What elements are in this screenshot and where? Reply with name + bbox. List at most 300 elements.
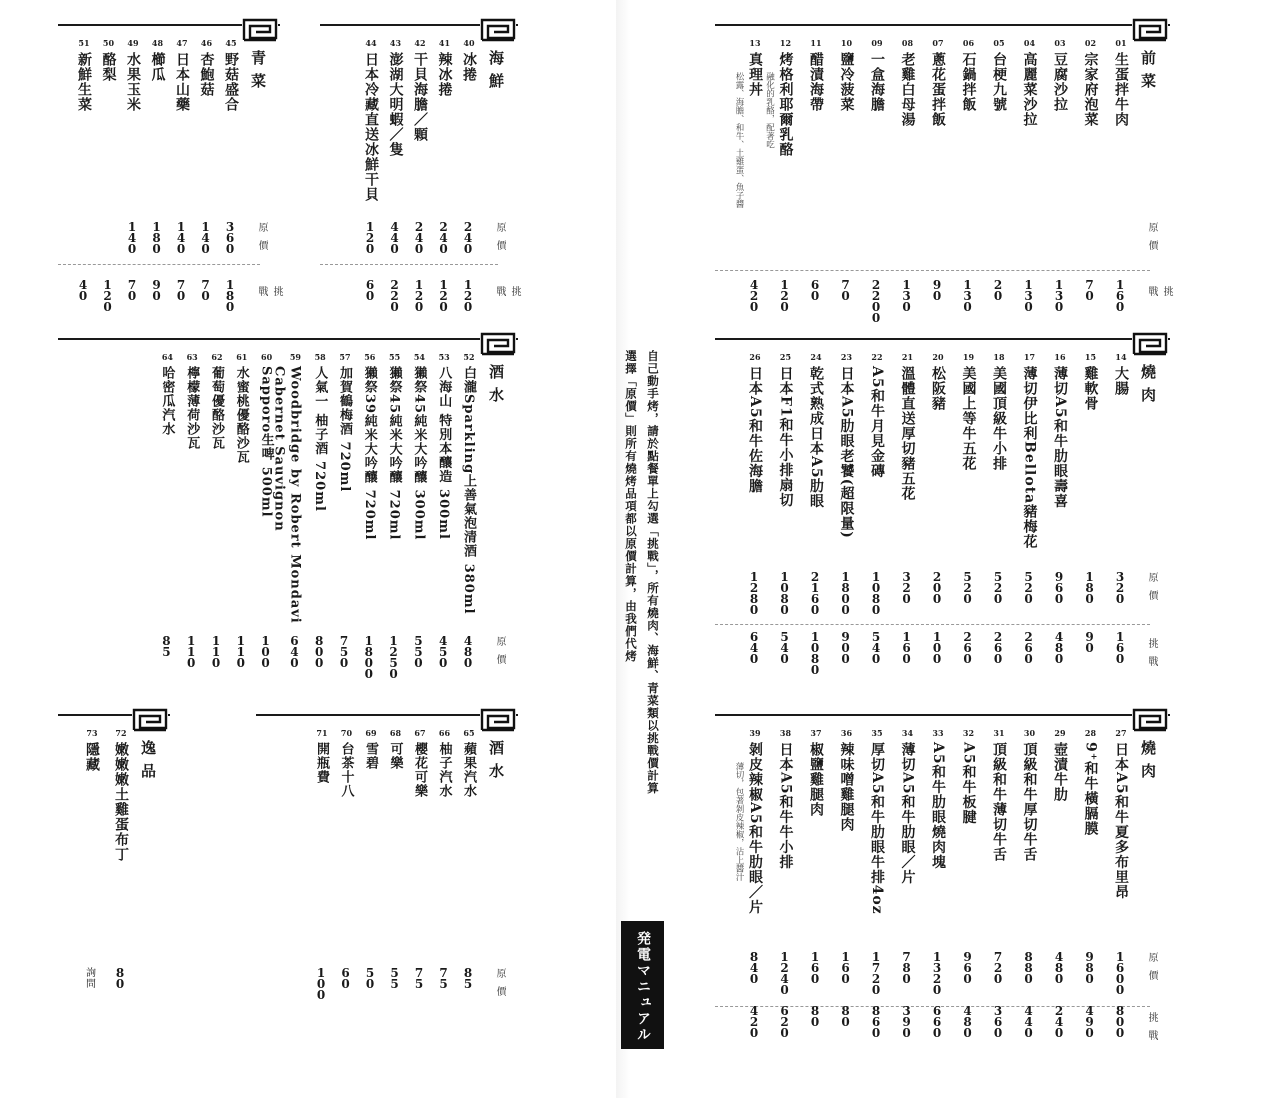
menu-item[interactable]	[988, 24, 1010, 314]
menu-item[interactable]	[434, 24, 456, 314]
item-name: Woodbridge by Robert Mondavi	[287, 366, 303, 624]
menu-item[interactable]	[988, 338, 1010, 698]
challenge-price: 420	[749, 278, 759, 314]
menu-item[interactable]	[836, 338, 858, 698]
item-name: 日本山藥	[174, 52, 190, 112]
original-price: 180	[152, 220, 161, 256]
menu-item[interactable]	[1080, 24, 1102, 314]
original-price: 320	[902, 570, 911, 606]
challenge-price: 160	[902, 630, 911, 666]
item-number: 39	[749, 728, 761, 738]
item-name: 烤格利耶爾乳酪	[777, 52, 794, 157]
menu-item[interactable]	[311, 714, 333, 1014]
item-number: 56	[364, 352, 376, 362]
item-number: 63	[186, 352, 198, 362]
original-price: 240	[463, 220, 473, 256]
item-number: 12	[779, 38, 792, 48]
menu-item[interactable]	[734, 24, 766, 314]
original-price: 960	[1054, 570, 1064, 606]
item-number: 26	[749, 352, 761, 362]
original-price: 1320	[932, 950, 942, 997]
original-price: 520	[1024, 570, 1033, 606]
item-number: 04	[1023, 38, 1036, 48]
item-number: 23	[840, 352, 853, 362]
challenge-price: 900	[841, 630, 850, 666]
item-number: 07	[932, 38, 944, 48]
item-number: 51	[78, 38, 90, 48]
menu-item[interactable]	[866, 338, 888, 698]
menu-item[interactable]	[927, 714, 949, 1064]
item-number: 38	[779, 728, 792, 738]
menu-item[interactable]	[1110, 338, 1132, 698]
item-name: 野菇盛合	[223, 52, 239, 112]
menu-item[interactable]	[927, 24, 949, 314]
item-name: 雪碧	[363, 742, 378, 770]
item-note: 薄切，包著剝皮辣椒，沾上醬汁	[734, 762, 744, 881]
item-name: 醋漬海帶	[808, 52, 824, 112]
original-price: 360	[225, 220, 235, 256]
item-number: 67	[414, 728, 426, 738]
original-price: 100	[261, 634, 270, 670]
menu-item[interactable]	[927, 338, 949, 698]
item-number: 28	[1084, 728, 1097, 738]
item-number: 59	[289, 352, 301, 362]
menu-item[interactable]	[271, 338, 306, 678]
specialties-section	[58, 714, 170, 1014]
instruction-line-1: 自己動手烤，請於點餐單上勾選「挑戰」，所有燒肉、海鮮、青菜類以挑戰價計算	[646, 350, 660, 795]
item-number: 70	[340, 728, 353, 738]
challenge-price: 90	[152, 278, 161, 303]
item-number: 72	[115, 728, 127, 738]
menu-item[interactable]	[309, 338, 331, 678]
item-number: 41	[438, 38, 451, 48]
yakiniku-section-2	[715, 714, 1170, 1064]
original-price: 80	[115, 966, 125, 991]
menu-item[interactable]	[385, 24, 407, 314]
challenge-price: 120	[463, 278, 473, 314]
item-number: 66	[438, 728, 451, 738]
challenge-price: 70	[1085, 278, 1094, 303]
original-price: 110	[211, 634, 221, 670]
menu-item[interactable]	[866, 24, 888, 325]
item-number: 10	[840, 38, 853, 48]
item-number: 32	[962, 728, 975, 738]
section-title: 前菜	[1139, 50, 1157, 96]
menu-item[interactable]	[1049, 714, 1071, 1064]
instruction-line-2: 選擇「原價」則所有燒烤品項都以原價計算，由我們代烤	[624, 350, 638, 663]
item-number: 35	[871, 728, 883, 738]
challenge-price: 130	[1054, 278, 1064, 314]
challenge-price: 120	[439, 278, 448, 314]
item-note: 融化的乳酪，配著吃	[764, 72, 775, 149]
item-number: 37	[810, 728, 822, 738]
challenge-price: 120	[103, 278, 112, 314]
challenge-price: 860	[871, 1004, 881, 1040]
challenge-price: 490	[1085, 1004, 1094, 1040]
original-price: 1280	[749, 570, 759, 617]
menu-item[interactable]	[434, 714, 456, 1014]
menu-item[interactable]	[196, 24, 218, 314]
item-number: 30	[1023, 728, 1036, 738]
menu-item[interactable]	[897, 714, 919, 1064]
menu-item[interactable]	[336, 714, 358, 1014]
item-name: 乾式熟成日本A5肋眼	[808, 366, 824, 509]
menu-item[interactable]	[171, 24, 193, 314]
challenge-price-label: 挑戰	[1146, 1012, 1157, 1048]
menu-item[interactable]	[805, 714, 827, 1064]
challenge-price: 80	[841, 1004, 850, 1029]
menu-item[interactable]	[360, 24, 382, 314]
item-number: 21	[901, 352, 914, 362]
drinks-section-1	[58, 338, 518, 681]
item-name: 台梗九號	[991, 52, 1007, 112]
menu-item[interactable]	[1080, 338, 1102, 698]
item-name: 松阪豬	[930, 366, 946, 411]
original-price: 320	[1115, 570, 1125, 606]
original-price: 140	[176, 220, 186, 256]
brand-tab	[621, 921, 664, 1049]
menu-item[interactable]	[958, 338, 980, 698]
item-name: 宗家府泡菜	[1082, 52, 1099, 127]
original-price: 780	[902, 950, 911, 986]
menu-item[interactable]	[1049, 24, 1071, 314]
menu-item[interactable]	[385, 714, 407, 1014]
item-number: 54	[413, 352, 425, 362]
item-number: 64	[161, 352, 173, 362]
item-name: 薄切伊比利Bellota豬梅花	[1021, 366, 1038, 550]
item-number: 36	[840, 728, 853, 738]
yakiniku-section-1	[715, 338, 1170, 698]
challenge-price: 480	[963, 1004, 972, 1040]
item-name: 日本A5肋眼老饕(超限量)	[838, 366, 855, 539]
item-name: 豆腐沙拉	[1052, 52, 1068, 112]
original-price: 640	[290, 634, 299, 670]
item-name: 頂級和牛薄切牛舌	[991, 742, 1007, 862]
original-price: 140	[127, 220, 137, 256]
item-number: 14	[1115, 352, 1127, 362]
item-name: 蘋果汽水	[461, 742, 476, 798]
original-price: 240	[439, 220, 448, 256]
menu-item[interactable]	[1049, 338, 1071, 698]
item-number: 46	[200, 38, 213, 48]
challenge-price: 130	[902, 278, 911, 314]
item-number: 40	[463, 38, 475, 48]
item-name: 雞軟骨	[1082, 366, 1099, 411]
menu-item[interactable]	[988, 714, 1010, 1064]
meander-ornament-icon	[132, 708, 168, 732]
item-name: 干貝海膽／顆	[412, 52, 428, 142]
meander-ornament-icon	[480, 18, 516, 42]
menu-item[interactable]	[958, 24, 980, 314]
meander-ornament-icon	[1132, 332, 1168, 356]
challenge-price: 420	[749, 1004, 759, 1040]
menu-item[interactable]	[409, 714, 431, 1014]
menu-item[interactable]	[805, 338, 827, 698]
original-price: 75	[439, 966, 448, 991]
item-number: 55	[389, 352, 401, 362]
item-name: 獺祭45純米大吟釀 720ml	[386, 366, 402, 541]
menu-item[interactable]	[384, 338, 406, 681]
appetizers-section	[715, 24, 1172, 325]
item-name: 厚切A5和牛肋眼牛排4oz	[869, 742, 885, 915]
item-number: 50	[102, 38, 115, 48]
item-name: 蔥花蛋拌飯	[930, 52, 946, 127]
item-name: 可樂	[387, 742, 403, 770]
item-name: 薄切A5和牛肋眼壽喜	[1052, 366, 1068, 509]
challenge-price-label: 挑戰	[1146, 286, 1172, 304]
item-number: 11	[810, 38, 822, 48]
item-name: A5和牛板腱	[960, 742, 977, 825]
menu-item[interactable]	[98, 24, 120, 314]
menu-item[interactable]	[156, 338, 178, 678]
item-name: 冰捲	[461, 52, 477, 82]
section-title: 燒肉	[1139, 364, 1157, 410]
item-number: 25	[779, 352, 792, 362]
original-price: 1600	[1115, 950, 1125, 997]
item-name: 溫體直送厚切豬五花	[899, 366, 916, 501]
item-name: 頂級和牛厚切牛舌	[1021, 742, 1038, 862]
challenge-price: 60	[365, 278, 375, 303]
original-price: 240	[414, 220, 424, 256]
item-name: 石鍋拌飯	[960, 52, 977, 112]
menu-item[interactable]	[206, 338, 228, 678]
menu-item[interactable]	[1019, 24, 1041, 314]
menu-item[interactable]	[734, 714, 766, 1064]
original-price: 140	[201, 220, 210, 256]
menu-item[interactable]	[836, 714, 858, 1064]
item-name: 嫩嫩嫩土雞蛋布丁	[113, 742, 129, 862]
menu-item[interactable]	[122, 24, 144, 314]
original-price: 60	[341, 966, 350, 991]
menu-item[interactable]	[1080, 714, 1102, 1064]
item-name: 水果玉米	[125, 52, 141, 112]
challenge-price: 620	[780, 1004, 789, 1040]
item-number: 52	[463, 352, 475, 362]
item-name: 台茶十八	[338, 742, 354, 798]
menu-item[interactable]	[1019, 714, 1041, 1064]
menu-item[interactable]	[1110, 714, 1132, 1064]
item-number: 68	[389, 728, 402, 738]
meander-ornament-icon	[480, 332, 516, 356]
item-name: 開瓶費	[314, 742, 329, 784]
item-number: 57	[339, 352, 351, 362]
original-price-label: 原價	[1146, 572, 1157, 608]
challenge-price: 70	[176, 278, 186, 303]
menu-item[interactable]	[1110, 24, 1132, 314]
item-name: 檸檬薄荷沙瓦	[184, 366, 200, 450]
item-number: 69	[365, 728, 377, 738]
menu-item[interactable]	[836, 24, 858, 314]
item-name: 加賀鶴梅酒 720ml	[337, 366, 352, 493]
original-price: 180	[1085, 570, 1094, 606]
item-name: 剝皮辣椒A5和牛肋眼／片	[747, 742, 763, 915]
item-name: 高麗菜沙拉	[1021, 52, 1038, 127]
menu-item[interactable]	[1019, 338, 1041, 698]
original-price-label: 原價	[1146, 952, 1157, 988]
challenge-price: 120	[414, 278, 424, 314]
item-name: 真理丼	[747, 52, 763, 97]
original-price: 85	[463, 966, 473, 991]
item-name: 壺漬牛肋	[1052, 742, 1068, 802]
challenge-price: 800	[1115, 1004, 1125, 1040]
meander-ornament-icon	[480, 708, 516, 732]
ordering-instructions	[620, 350, 664, 794]
item-number: 24	[810, 352, 822, 362]
challenge-price: 540	[780, 630, 789, 666]
item-number: 73	[86, 728, 98, 738]
item-number: 42	[414, 38, 426, 48]
left-page	[0, 0, 616, 1098]
challenge-price: 390	[902, 1004, 911, 1040]
challenge-price-label: 挑戰	[256, 286, 282, 304]
item-number: 15	[1084, 352, 1097, 362]
original-price: 2160	[810, 570, 820, 617]
original-price: 450	[439, 634, 448, 670]
item-number: 49	[127, 38, 139, 48]
original-price-label: 原價	[494, 968, 505, 1004]
menu-item[interactable]	[81, 714, 103, 1014]
item-number: 03	[1054, 38, 1066, 48]
original-price: 480	[1054, 950, 1064, 986]
section-title: 青菜	[249, 50, 267, 96]
original-price: 200	[932, 570, 942, 606]
item-number: 02	[1084, 38, 1097, 48]
challenge-price: 260	[1024, 630, 1033, 666]
original-price: 520	[993, 570, 1003, 606]
menu-item[interactable]	[805, 24, 827, 314]
original-price-label: 原價	[494, 222, 505, 258]
original-price-label: 原價	[1146, 222, 1157, 258]
item-number: 48	[151, 38, 164, 48]
menu-item[interactable]	[775, 338, 797, 698]
original-price: 720	[993, 950, 1003, 986]
menu-item[interactable]	[897, 24, 919, 314]
menu-item[interactable]	[360, 714, 382, 1014]
menu-item[interactable]	[408, 338, 430, 678]
menu-item[interactable]	[409, 24, 431, 314]
original-price: 440	[390, 220, 399, 256]
menu-item[interactable]	[334, 338, 356, 678]
item-name: 獺祭45純米大吟釀 300ml	[411, 366, 427, 541]
challenge-price: 120	[780, 278, 789, 314]
original-price: 840	[749, 950, 759, 986]
challenge-price: 440	[1024, 1004, 1033, 1040]
item-number: 05	[993, 38, 1005, 48]
item-number: 71	[316, 728, 328, 738]
item-name: 大腸	[1113, 366, 1129, 396]
menu-item[interactable]	[359, 338, 381, 681]
item-number: 08	[901, 38, 914, 48]
menu-item[interactable]	[231, 338, 253, 678]
challenge-price: 540	[871, 630, 881, 666]
challenge-price-label: 挑戰	[1146, 638, 1157, 674]
item-name: 椒鹽雞腿肉	[808, 742, 824, 817]
item-name: 杏鮑菇	[198, 52, 215, 97]
challenge-price: 160	[1115, 630, 1125, 666]
original-price: 100	[316, 966, 326, 1002]
item-name: Sapporo生啤 500ml	[258, 366, 274, 518]
section-title: 海鮮	[487, 50, 505, 96]
item-number: 18	[993, 352, 1005, 362]
item-number: 16	[1054, 352, 1066, 362]
section-title: 燒肉	[1139, 740, 1157, 786]
item-number: 45	[225, 38, 237, 48]
vegetables-section	[58, 24, 280, 314]
challenge-price: 480	[1054, 630, 1064, 666]
original-price: 800	[315, 634, 324, 670]
original-price: 160	[810, 950, 820, 986]
menu-item[interactable]	[775, 714, 797, 1064]
item-name: 人氣一 柚子酒 720ml	[312, 366, 328, 512]
original-price: 1240	[780, 950, 789, 997]
item-name: 水蜜桃優酪沙瓦	[233, 366, 249, 464]
challenge-price: 240	[1054, 1004, 1064, 1040]
item-number: 44	[365, 38, 377, 48]
challenge-price-label: 挑戰	[494, 286, 520, 304]
menu-item[interactable]	[458, 24, 480, 314]
item-number: 58	[314, 352, 326, 362]
item-name: 新鮮生菜	[76, 52, 92, 112]
menu-item[interactable]	[256, 338, 278, 678]
menu-item[interactable]	[147, 24, 169, 314]
challenge-price: 220	[390, 278, 399, 314]
item-number: 60	[261, 352, 273, 362]
meander-ornament-icon	[242, 18, 278, 42]
item-number: 22	[871, 352, 883, 362]
menu-item[interactable]	[897, 338, 919, 698]
menu-item[interactable]	[433, 338, 455, 678]
menu-item[interactable]	[458, 338, 480, 678]
challenge-price: 660	[932, 1004, 942, 1040]
brand-name: 発電マニュアル	[635, 931, 651, 1043]
original-price: 750	[339, 634, 349, 670]
menu-item[interactable]	[73, 24, 95, 314]
item-name-line-2: Cabernet Sauvignon	[271, 366, 287, 532]
menu-item[interactable]	[181, 338, 203, 678]
menu-item[interactable]	[866, 714, 888, 1064]
item-name: 獺祭39純米大吟釀 720ml	[361, 366, 377, 541]
item-number: 17	[1023, 352, 1036, 362]
challenge-price: 100	[932, 630, 942, 666]
item-name: 日本A5和牛夏多布里昂	[1113, 742, 1129, 900]
item-number: 47	[176, 38, 188, 48]
menu-item[interactable]	[220, 24, 242, 314]
menu-item[interactable]	[958, 714, 980, 1064]
challenge-price: 640	[749, 630, 759, 666]
item-name: A5和牛月見金磚	[869, 366, 885, 479]
item-name: 美國上等牛五花	[960, 366, 977, 471]
item-name: 柚子汽水	[436, 742, 452, 798]
challenge-price: 20	[993, 278, 1003, 303]
menu-item[interactable]	[764, 24, 797, 314]
challenge-price: 1080	[810, 630, 820, 677]
item-number: 09	[871, 38, 883, 48]
menu-item[interactable]	[110, 714, 132, 1014]
challenge-price: 90	[1085, 630, 1094, 655]
original-price: 1080	[871, 570, 881, 617]
item-name: 澎湖大明蝦／隻	[387, 52, 404, 157]
item-number: 53	[438, 352, 450, 362]
challenge-price: 60	[810, 278, 820, 303]
original-price: 1800	[841, 570, 850, 617]
menu-item[interactable]	[458, 714, 480, 1014]
item-name: 八海山 特別本釀造 300ml	[436, 366, 452, 540]
menu-item[interactable]	[744, 338, 766, 698]
original-price-label: 原價	[256, 222, 267, 258]
item-name: 老雞白母湯	[899, 52, 916, 127]
original-price: 1250	[389, 634, 398, 681]
section-title: 酒水	[487, 740, 505, 786]
